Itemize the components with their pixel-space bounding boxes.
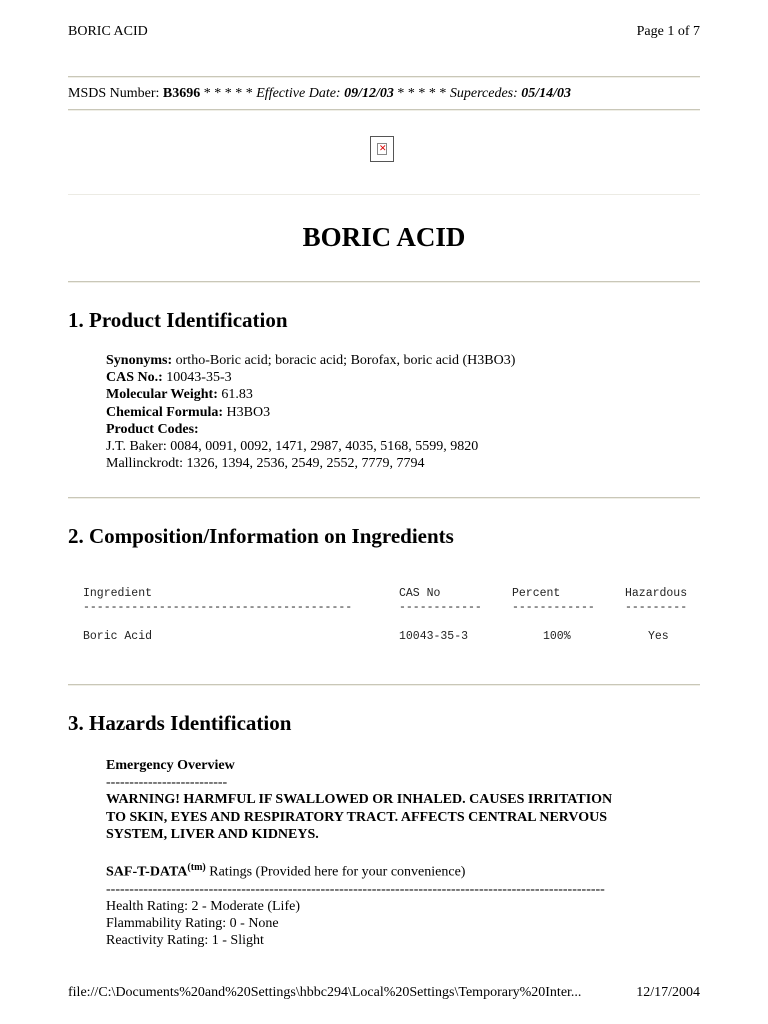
synonyms-value: ortho-Boric acid; boracic acid; Borofax, boric acid (H3BO3) <box>175 353 516 368</box>
table-cell-cas: 10043-35-3 <box>399 630 469 643</box>
msds-number-label: MSDS Number: <box>68 86 160 101</box>
warning-line: SYSTEM, LIVER AND KIDNEYS. <box>106 826 319 842</box>
hazards-body <box>106 757 612 950</box>
product-codes-mallinckrodt: Mallinckrodt: 1326, 1394, 2536, 2549, 2552, 7779, 7794 <box>106 456 425 472</box>
table-header-underline: --------- <box>625 601 688 614</box>
divider <box>68 194 700 195</box>
product-codes-baker: J.T. Baker: 0084, 0091, 0092, 1471, 2987, 4035, 5168, 5599, 9820 <box>106 439 479 455</box>
divider <box>68 109 700 111</box>
table-header-underline: ------------ <box>399 601 482 614</box>
separator-stars: * * * * * <box>397 86 447 101</box>
table-header-hazardous: Hazardous <box>625 587 688 600</box>
document-title: BORIC ACID <box>302 222 466 252</box>
divider <box>68 684 700 686</box>
section-heading-product-identification: 1. Product Identification <box>68 308 288 332</box>
reactivity-rating: Reactivity Rating: 1 - Slight <box>106 933 264 949</box>
msds-info-line <box>68 86 571 102</box>
saf-t-data-label: SAF-T-DATA <box>106 864 188 880</box>
chemical-formula-value: H3BO3 <box>226 404 271 420</box>
msds-number: B3696 <box>162 86 201 101</box>
effective-date-label: Effective Date: <box>256 86 341 101</box>
table-header-underline: ------------ <box>512 601 595 614</box>
flammability-rating: Flammability Rating: 0 - None <box>106 916 279 932</box>
saf-t-data-rule: ----------------------------------------------------------------------------------------------------------- <box>106 881 605 897</box>
chemical-formula-label: Chemical Formula: <box>106 404 224 420</box>
page-number: Page 1 of 7 <box>636 24 700 39</box>
molecular-weight-value: 61.83 <box>221 387 253 403</box>
footer-file-path: file://C:\Documents%20and%20Settings\hbbc294\Local%20Settings\Temporary%20Inter... <box>68 985 582 1000</box>
cas-label: CAS No.: <box>106 370 163 386</box>
warning-line: TO SKIN, EYES AND RESPIRATORY TRACT. AFFECTS CENTRAL NERVOUS <box>106 809 608 825</box>
effective-date: 09/12/03 <box>344 86 394 101</box>
trademark-sup: (tm) <box>187 862 206 874</box>
cas-value: 10043-35-3 <box>166 370 232 386</box>
warning-line: WARNING! HARMFUL IF SWALLOWED OR INHALED. CAUSES IRRITATION <box>106 792 613 808</box>
section-heading-hazards: 3. Hazards Identification <box>68 711 292 735</box>
broken-image-icon: ✕ <box>370 136 394 162</box>
emergency-overview-label: Emergency Overview <box>106 758 235 773</box>
table-cell-ingredient: Boric Acid <box>83 630 153 643</box>
table-header-cas: CAS No <box>399 587 441 600</box>
footer-date: 12/17/2004 <box>636 985 700 1000</box>
synonyms-label: Synonyms: <box>106 353 173 368</box>
supercedes-label: Supercedes: <box>449 86 518 101</box>
molecular-weight-label: Molecular Weight: <box>106 387 218 403</box>
table-header-ingredient: Ingredient <box>83 587 153 600</box>
table-cell-percent: 100% <box>543 630 571 643</box>
health-rating: Health Rating: 2 - Moderate (Life) <box>106 899 300 915</box>
page-header-title: BORIC ACID <box>68 24 148 39</box>
divider <box>68 497 700 499</box>
table-cell-hazardous: Yes <box>648 630 669 643</box>
table-header-underline: --------------------------------------- <box>83 601 353 614</box>
table-header-percent: Percent <box>512 587 561 600</box>
emergency-overview-rule: -------------------------- <box>106 775 228 791</box>
saf-t-data-note: Ratings (Provided here for your convenience) <box>209 864 466 880</box>
product-identification-body <box>106 352 515 472</box>
separator-stars: * * * * * <box>203 86 253 101</box>
product-codes-label: Product Codes: <box>106 421 199 437</box>
divider <box>68 76 700 78</box>
supercedes-date: 05/14/03 <box>521 86 572 101</box>
divider <box>68 281 700 283</box>
section-heading-composition: 2. Composition/Information on Ingredients <box>68 524 454 548</box>
